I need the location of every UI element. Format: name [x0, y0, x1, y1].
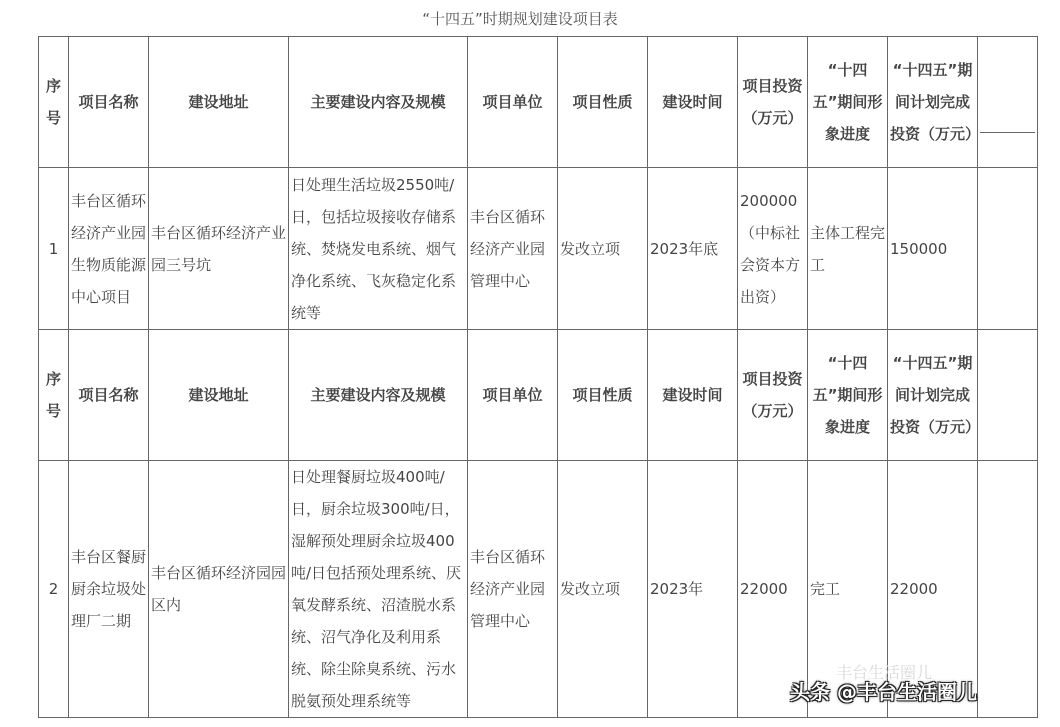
table-row: [39, 168, 1038, 330]
row-extra-cell: [978, 461, 1038, 718]
row-unit: 丰台区循环经济产业园管理中心: [468, 168, 558, 330]
header-nature: 项目性质: [558, 330, 648, 461]
row-investment: 22000: [738, 461, 808, 718]
row-no: 2: [39, 461, 69, 718]
row-planned: 150000: [888, 168, 978, 330]
row-progress: 完工: [808, 461, 888, 718]
header-unit: 项目单位: [468, 37, 558, 168]
row-content: 日处理餐厨垃圾400吨/日，厨余垃圾300吨/日，湿解预处理厨余垃圾400吨/日包括预处理系统、厌氧发酵系统、沼渣脱水系统、沼气净化及利用系统、除尘除臭系统、污水脱氨预处理系统等: [289, 461, 468, 718]
header-time: 建设时间: [648, 37, 738, 168]
row-nature: 发改立项: [558, 168, 648, 330]
row-time: 2023年底: [648, 168, 738, 330]
row-no: 1: [39, 168, 69, 330]
header-nature: 项目性质: [558, 37, 648, 168]
watermark-main: 头条 @丰台生活圈儿: [790, 680, 977, 704]
row-time: 2023年: [648, 461, 738, 718]
row-name: 丰台区循环经济产业园生物质能源中心项目: [69, 168, 149, 330]
row-nature: 发改立项: [558, 461, 648, 718]
table-title: “十四五”时期规划建设项目表: [422, 10, 618, 28]
row-address: 丰台区循环经济产业园三号坑: [149, 168, 289, 330]
header-investment: 项目投资（万元）: [738, 37, 808, 168]
header-investment: 项目投资（万元）: [738, 330, 808, 461]
row-name: 丰台区餐厨厨余垃圾处理厂二期: [69, 461, 149, 718]
header-planned: “十四五”期间计划完成投资（万元）: [888, 330, 978, 461]
header-row: [39, 37, 1038, 168]
header-extra-cell: [978, 37, 1038, 168]
header-extra-cell: [978, 330, 1038, 461]
header-progress: “十四五”期间形象进度: [808, 37, 888, 168]
header-content: 主要建设内容及规模: [289, 330, 468, 461]
watermark-faint: 丰台生活圈儿: [836, 663, 933, 682]
row-planned: 22000: [888, 461, 978, 718]
row-progress: 主体工程完工: [808, 168, 888, 330]
header-time: 建设时间: [648, 330, 738, 461]
header-name: 项目名称: [69, 330, 149, 461]
extra-subcell: [980, 72, 1035, 133]
row-content: 日处理生活垃圾2550吨/日，包括垃圾接收存储系统、焚烧发电系统、烟气净化系统、飞灰稳定化系统等: [289, 168, 468, 330]
header-no: 序号: [39, 37, 69, 168]
header-unit: 项目单位: [468, 330, 558, 461]
row-unit: 丰台区循环经济产业园管理中心: [468, 461, 558, 718]
header-row-repeat: [39, 330, 1038, 461]
header-content: 主要建设内容及规模: [289, 37, 468, 168]
header-planned: “十四五”期间计划完成投资（万元）: [888, 37, 978, 168]
row-extra-cell: [978, 168, 1038, 330]
header-name: 项目名称: [69, 37, 149, 168]
header-no: 序号: [39, 330, 69, 461]
header-progress: “十四五”期间形象进度: [808, 330, 888, 461]
row-investment: 200000（中标社会资本方出资）: [738, 168, 808, 330]
project-table: [38, 36, 1038, 718]
header-address: 建设地址: [149, 330, 289, 461]
row-address: 丰台区循环经济园园区内: [149, 461, 289, 718]
header-address: 建设地址: [149, 37, 289, 168]
